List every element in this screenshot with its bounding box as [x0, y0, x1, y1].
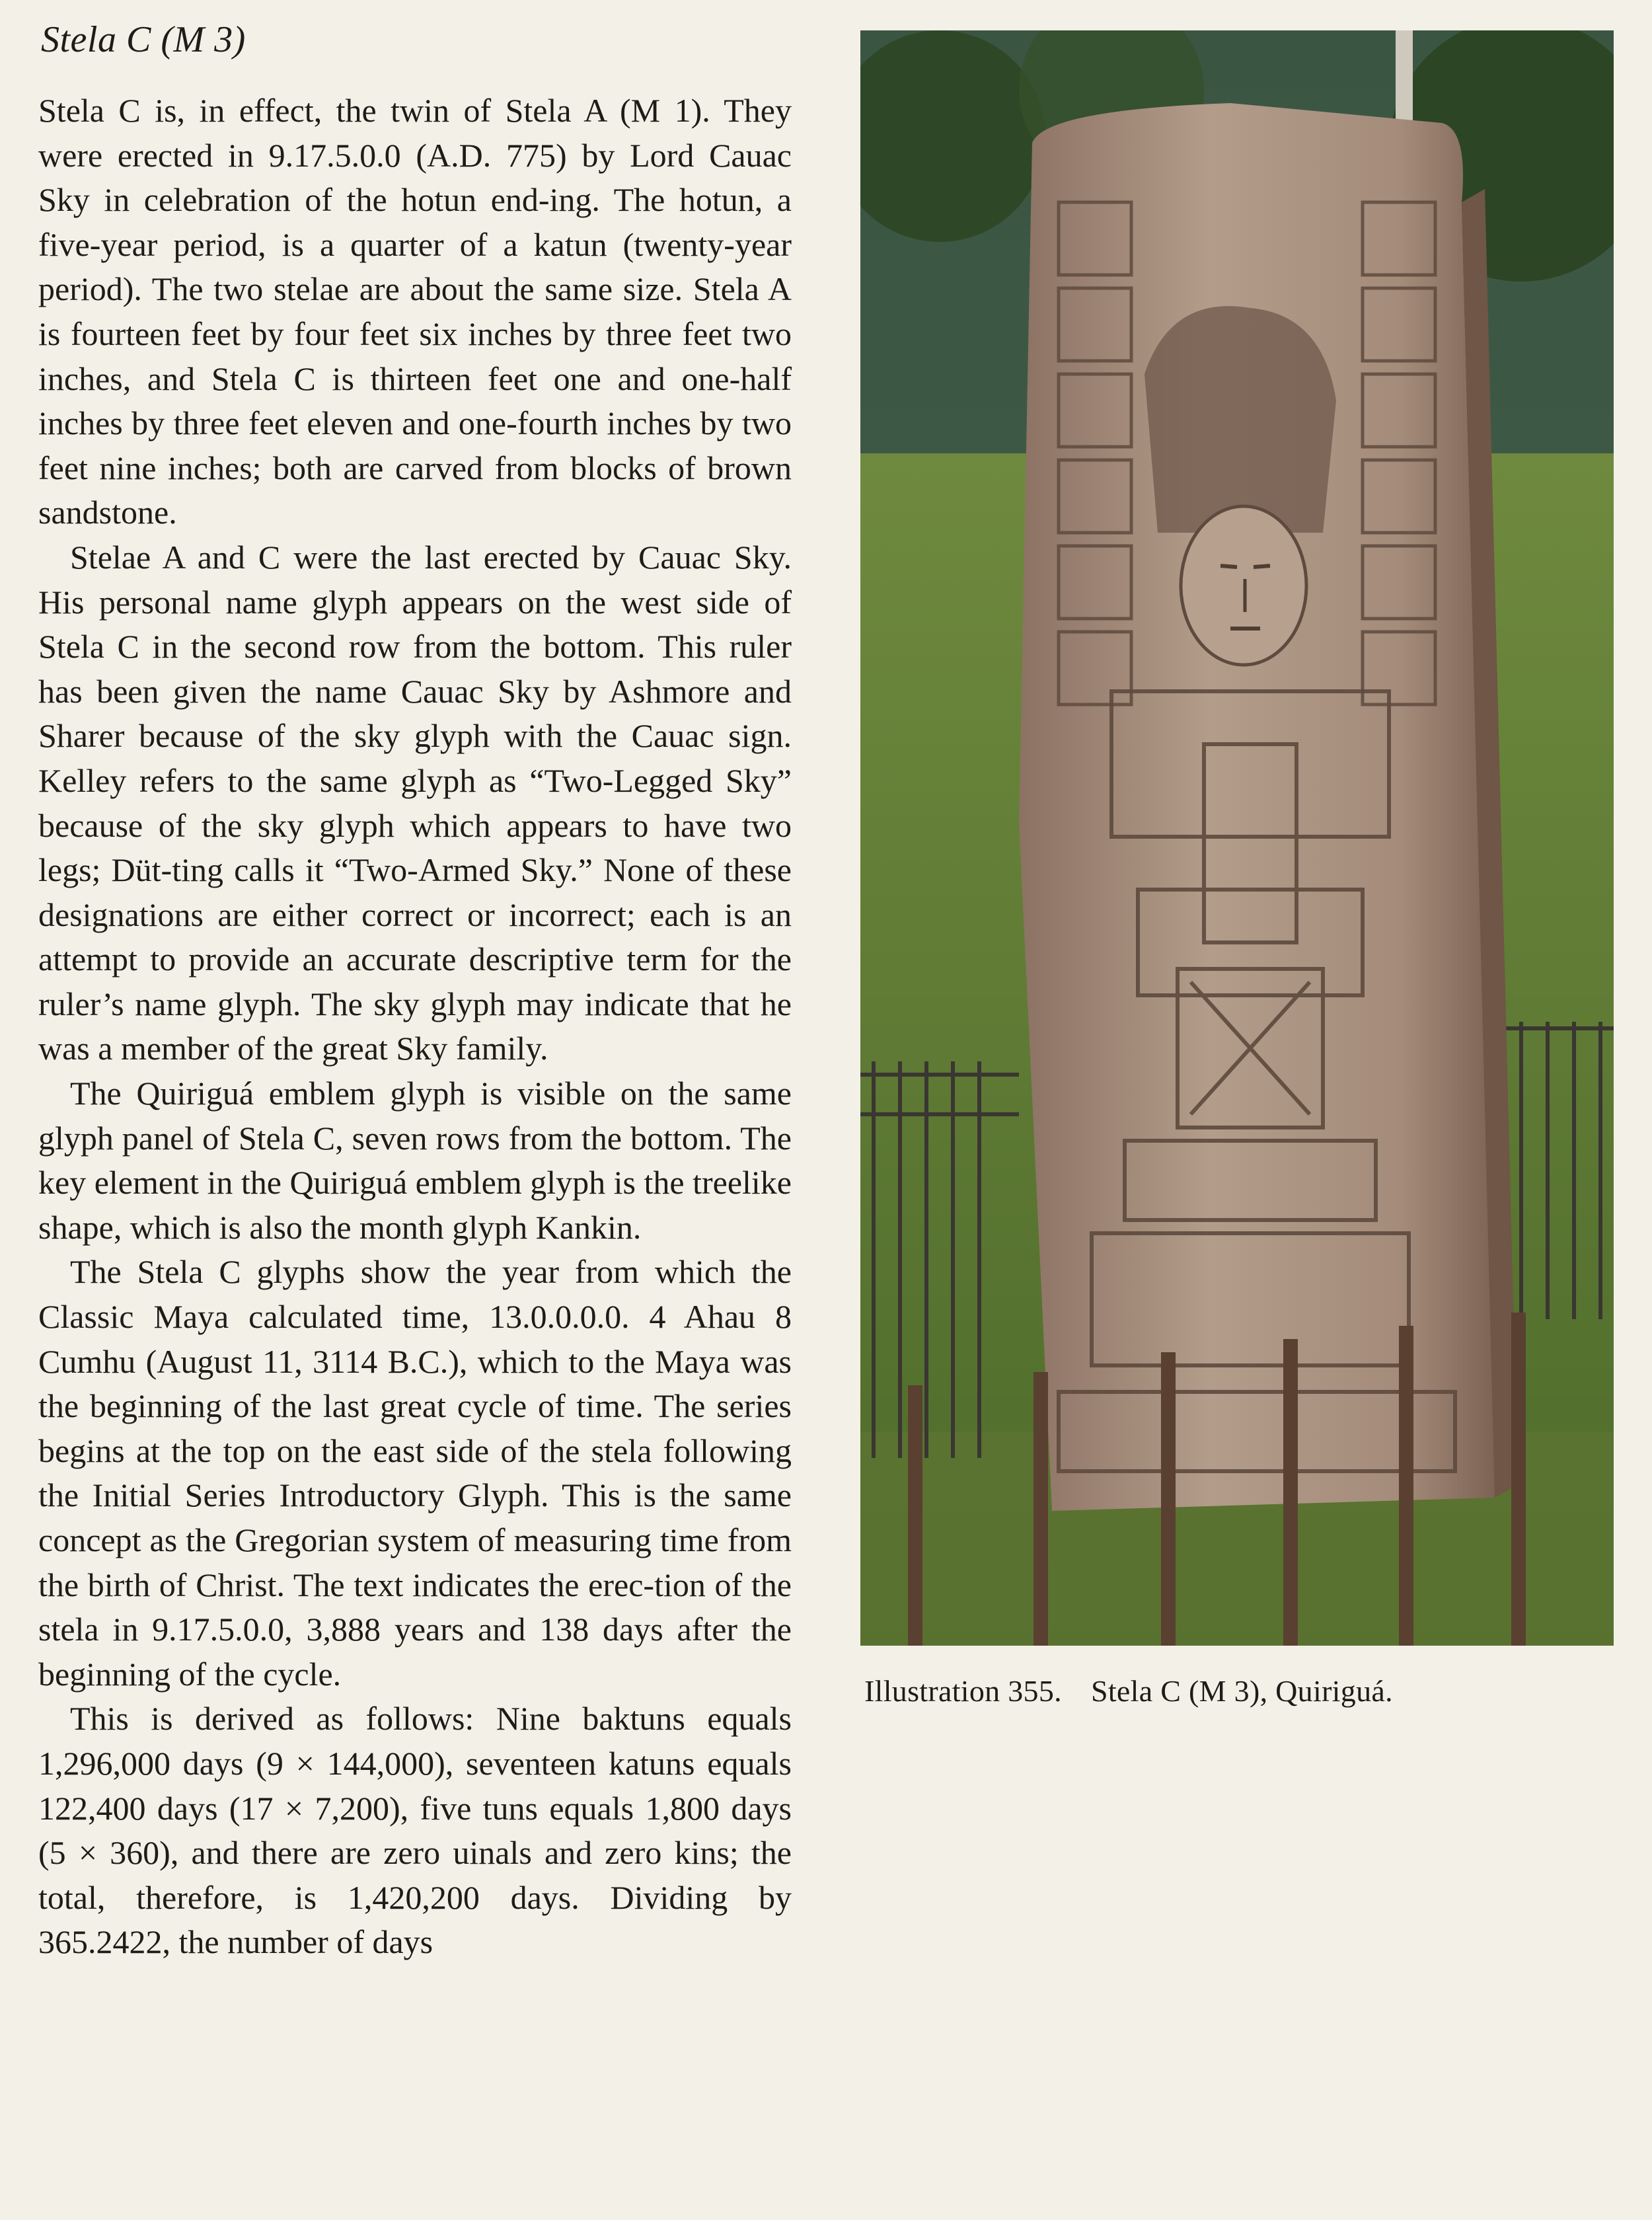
- stela-illustration: [860, 30, 1614, 1646]
- paragraph: The Stela C glyphs show the year from which the Classic Maya calculated time, 13.0.0.0.0. 4 Ahau 8 Cumhu (August 11, 3114 B.C.), which to the Maya was the beginning of the last great cycle of time. The series begins at the top on the east side of the stela following the Initial Series Introductory Glyph. This is the same concept as the Gregorian system of measuring time from the birth of Christ. The text indicates the erec-tion of the stela in 9.17.5.0.0, 3,888 years and 138 days after the beginning of the cycle.: [38, 1253, 792, 1693]
- headdress: [1145, 306, 1336, 533]
- paragraph: Stela C is, in effect, the twin of Stela A (M 1). They were erected in 9.17.5.0.0 (A.D. 775) by Lord Cauac Sky in celebration of the hotun end-ing. The hotun, a five-year period, is a quarter of a katun (twenty-year period). The two stelae are about the same size. Stela A is fourteen feet by four feet six inches by three feet two inches, and Stela C is thirteen feet one and one-half inches by three feet eleven and one-fourth inches by two feet nine inches; both are carved from blocks of brown sandstone.: [38, 92, 792, 531]
- paragraph: This is derived as follows: Nine baktuns equals 1,296,000 days (9 × 144,000), seventeen katuns equals 122,400 days (17 × 7,200), five tuns equals 1,800 days (5 × 360), and there are zero uinals and zero kins; the total, therefore, is 1,420,200 days. Dividing by 365.2422, the number of days: [38, 1700, 792, 1961]
- caption-title: Stela C (M 3), Quiriguá.: [1090, 1674, 1393, 1708]
- caption-number: Illustration 355.: [864, 1674, 1062, 1708]
- paragraph: Stelae A and C were the last erected by Cauac Sky. His personal name glyph appears on the west side of Stela C in the second row from the bottom. This ruler has been given the name Cauac Sky by Ashmore and Sharer because of the sky glyph with the Cauac sign. Kelley refers to the same glyph as “Two-Legged Sky” because of the sky glyph which appears to have two legs; Düt-ting calls it “Two-Armed Sky.” None of these designations are either correct or incorrect; each is an attempt to provide an accurate descriptive term for the ruler’s name glyph. The sky glyph may indicate that he was a member of the great Sky family.: [38, 538, 792, 1067]
- paragraph: The Quiriguá emblem glyph is visible on the same glyph panel of Stela C, seven rows from the bottom. The key element in the Quiriguá emblem glyph is the treelike shape, which is also the month glyph Kankin.: [38, 1075, 792, 1246]
- stela-photograph: [860, 30, 1614, 1646]
- body-text: [38, 89, 792, 1965]
- figure-caption: [864, 1673, 1393, 1708]
- page-title: Stela C (M 3): [41, 19, 246, 60]
